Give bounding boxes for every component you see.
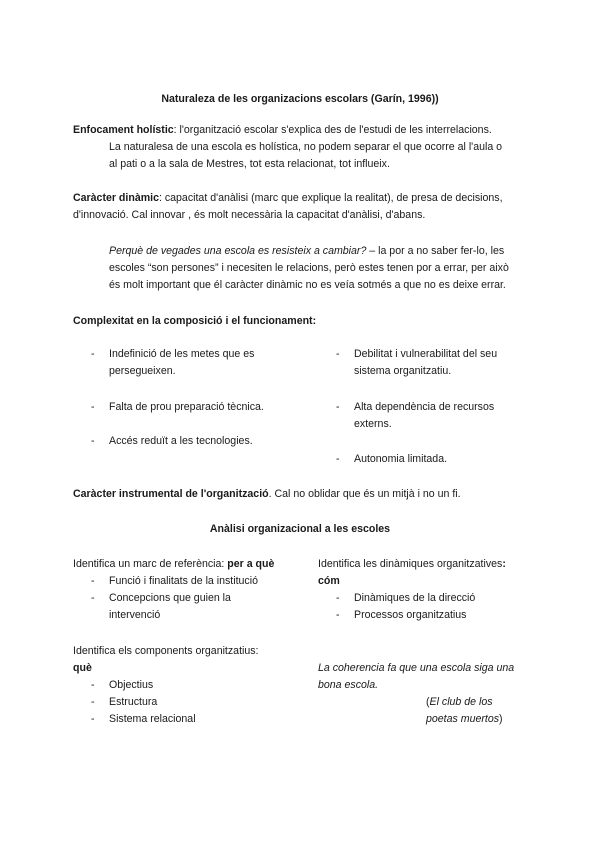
- dinamiques-colon: :: [502, 558, 506, 570]
- resistance-line-3: és molt important que él caràcter dinàmic no es veía sotmés a que no es deixe errar.: [109, 279, 506, 291]
- resistance-question: Perquè de vegades una escola es resisteix a cambiar?: [109, 245, 367, 257]
- instrumental-text: . Cal no oblidar que és un mitjà i no un fi.: [268, 488, 461, 500]
- list-item: [91, 346, 311, 380]
- list-item: [91, 711, 311, 728]
- list-item: [91, 677, 311, 694]
- quote-source-open: (: [426, 696, 430, 708]
- list-item-line: persegueixen.: [109, 365, 176, 377]
- bullet-dash: -: [336, 592, 340, 604]
- list-item-line: Falta de prou preparació tècnica.: [109, 401, 264, 413]
- list-item-line: sistema organitzatiu.: [354, 365, 452, 377]
- dynamic-line-2: d'innovació. Cal innovar , és molt necessària la capacitat d'anàlisi, d'abans.: [73, 209, 426, 221]
- bullet-dash: -: [91, 696, 95, 708]
- holistic-line-3: al pati o a la sala de Mestres, tot esta relacionat, tot influeix.: [109, 158, 390, 170]
- bullet-dash: -: [91, 592, 95, 604]
- list-item: [336, 607, 566, 624]
- marc-bold: per a què: [227, 558, 275, 570]
- list-item: [91, 433, 311, 450]
- bullet-dash: -: [91, 679, 95, 691]
- instrumental-paragraph: [73, 486, 593, 503]
- quote-source-line-1: El club de los: [429, 696, 493, 708]
- list-item-line: intervenció: [109, 609, 161, 621]
- list-item: [336, 399, 566, 433]
- list-item: [336, 346, 566, 380]
- bullet-dash: -: [336, 609, 340, 621]
- quote-source-close: ): [499, 713, 503, 725]
- list-item: [91, 694, 311, 711]
- bullet-dash: -: [336, 348, 340, 360]
- list-item: [91, 573, 311, 590]
- marc-prefix: Identifica un marc de referència:: [73, 558, 228, 570]
- dynamic-text: : capacitat d'anàlisi (marc que explique la realitat), de presa de decisions,: [158, 192, 503, 204]
- components-bold: què: [73, 662, 92, 674]
- complexity-heading: Complexitat en la composició i el funcionament:: [73, 315, 317, 327]
- quote-source-line-2: poetas muertos: [426, 713, 500, 725]
- list-item-line: Concepcions que guien la: [109, 592, 231, 604]
- list-item-line: Indefinició de les metes que es: [109, 348, 255, 360]
- dinamiques-heading: [318, 556, 578, 573]
- holistic-label: Enfocament holístic: [73, 124, 174, 136]
- list-item: [336, 451, 566, 468]
- coherence-quote-line-2: bona escola.: [318, 679, 379, 691]
- list-item-line: Accés reduït a les tecnologies.: [109, 435, 253, 447]
- list-item-line: Processos organitzatius: [354, 609, 467, 621]
- coherence-quote-line-1: La coherencia fa que una escola siga una: [318, 662, 515, 674]
- dynamic-label: Caràcter dinàmic: [73, 192, 159, 204]
- dinamiques-prefix: Identifica les dinàmiques organitzatives: [318, 558, 503, 570]
- list-item-line: Autonomia limitada.: [354, 453, 448, 465]
- resistance-line-2: escoles “son persones” i necesiten le relacions, però estes tenen por a errar, per això: [109, 262, 509, 274]
- list-item-line: externs.: [354, 418, 392, 430]
- dynamic-paragraph: [73, 190, 593, 207]
- list-item-line: Funció i finalitats de la institució: [109, 575, 258, 587]
- holistic-paragraph: [73, 122, 593, 139]
- quote-source: [426, 694, 576, 728]
- list-item: [91, 590, 311, 624]
- dinamiques-bold: cóm: [318, 575, 340, 587]
- bullet-dash: -: [91, 575, 95, 587]
- bullet-dash: -: [91, 348, 95, 360]
- list-item-line: Dinàmiques de la direcció: [354, 592, 476, 604]
- list-item-line: Estructura: [109, 696, 158, 708]
- bullet-dash: -: [336, 401, 340, 413]
- bullet-dash: -: [336, 453, 340, 465]
- components-heading: Identifica els components organitzatius:: [73, 645, 259, 657]
- resistance-answer: – la por a no saber fer-lo, les: [366, 245, 505, 257]
- list-item-line: Sistema relacional: [109, 713, 196, 725]
- list-item-line: Objectius: [109, 679, 154, 691]
- bullet-dash: -: [91, 435, 95, 447]
- analysis-heading: Anàlisi organizacional a les escoles: [209, 523, 391, 535]
- marc-heading: [73, 556, 323, 573]
- resistance-paragraph: [109, 243, 589, 260]
- list-item: [336, 590, 566, 607]
- bullet-dash: -: [91, 401, 95, 413]
- page-title: Naturaleza de les organizacions escolars (Garín, 1996)): [161, 93, 439, 105]
- list-item-line: Alta dependència de recursos: [354, 401, 495, 413]
- list-item: [91, 399, 311, 416]
- instrumental-label: Caràcter instrumental de l'organització: [73, 488, 269, 500]
- holistic-text: : l'organització escolar s'explica des de l'estudi de les interrelacions.: [173, 124, 492, 136]
- bullet-dash: -: [91, 713, 95, 725]
- list-item-line: Debilitat i vulnerabilitat del seu: [354, 348, 498, 360]
- holistic-line-2: La naturalesa de una escola es holística, no podem separar el que ocorre al l'aula o: [109, 141, 503, 153]
